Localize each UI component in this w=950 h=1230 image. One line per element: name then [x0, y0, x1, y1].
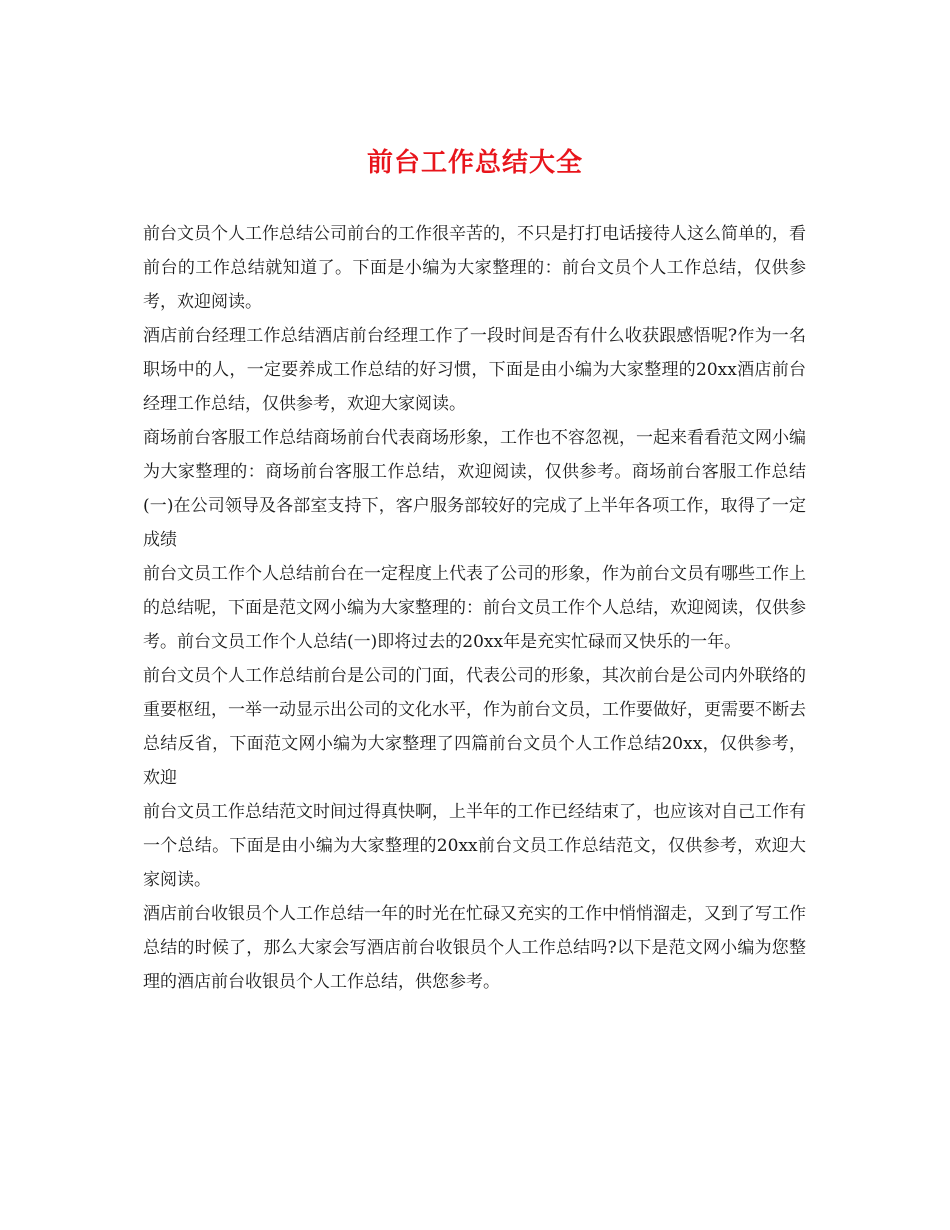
paragraph: 前台文员工作总结范文时间过得真快啊，上半年的工作已经结束了，也应该对自己工作有一个总结。下面是由小编为大家整理的20xx前台文员工作总结范文，仅供参考，欢迎大家阅读。 [143, 802, 806, 890]
document-body [143, 217, 806, 999]
paragraph: 酒店前台收银员个人工作总结一年的时光在忙碌又充实的工作中悄悄溜走，又到了写工作总结的时候了，那么大家会写酒店前台收银员个人工作总结吗?以下是范文网小编为您整理的酒店前台收银员个人工作总结，供您参考。 [143, 904, 806, 992]
paragraph: 前台文员工作个人总结前台在一定程度上代表了公司的形象，作为前台文员有哪些工作上的总结呢，下面是范文网小编为大家整理的：前台文员工作个人总结，欢迎阅读，仅供参考。前台文员工作个人总结(一)即将过去的20xx年是充实忙碌而又快乐的一年。 [143, 564, 806, 652]
paragraph: 商场前台客服工作总结商场前台代表商场形象，工作也不容忽视，一起来看看范文网小编为大家整理的：商场前台客服工作总结，欢迎阅读，仅供参考。商场前台客服工作总结(一)在公司领导及各部室支持下，客户服务部较好的完成了上半年各项工作，取得了一定成绩 [143, 428, 806, 550]
paragraph: 酒店前台经理工作总结酒店前台经理工作了一段时间是否有什么收获跟感悟呢?作为一名职场中的人，一定要养成工作总结的好习惯，下面是由小编为大家整理的20xx酒店前台经理工作总结，仅供参考，欢迎大家阅读。 [143, 326, 806, 414]
paragraph: 前台文员个人工作总结公司前台的工作很辛苦的，不只是打打电话接待人这么简单的，看前台的工作总结就知道了。下面是小编为大家整理的：前台文员个人工作总结，仅供参考，欢迎阅读。 [143, 224, 806, 312]
document-title: 前台工作总结大全 [366, 148, 583, 178]
paragraph: 前台文员个人工作总结前台是公司的门面，代表公司的形象，其次前台是公司内外联络的重要枢纽，一举一动显示出公司的文化水平，作为前台文员，工作要做好，更需要不断去总结反省，下面范文网小编为大家整理了四篇前台文员个人工作总结20xx，仅供参考，欢迎 [143, 666, 806, 788]
